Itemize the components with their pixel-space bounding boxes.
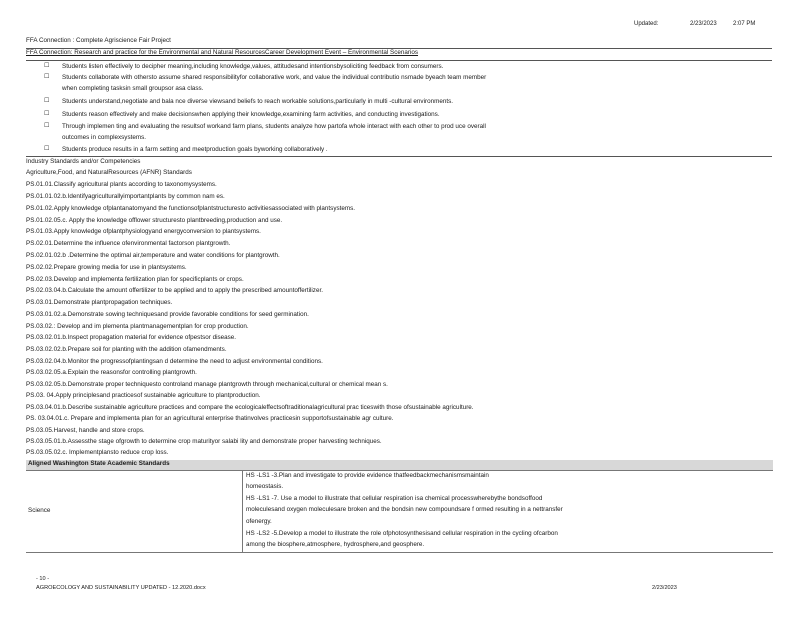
afnr-heading: Agriculture,Food, and NaturalResources (AFNR) Standards	[26, 169, 192, 176]
aligned-standards-label: Aligned Washington State Academic Standards	[28, 460, 170, 467]
standard-item: PS.02.02.Prepare growing media for use in plantsystems.	[26, 264, 187, 271]
standard-item: PS.03.01.Demonstrate plantpropagation techniques.	[26, 299, 173, 306]
table-border	[26, 470, 773, 471]
standard-item: PS.03.02.: Develop and im plementa plantmanagementplan for crop production.	[26, 323, 249, 330]
ffa-connection-fair-project: FFA Connection : Complete Agriscience Fair Project	[26, 37, 171, 44]
list-item: Students reason effectively and make decisionswhen applying their knowledge,examining farm activities, and conducting investigations.	[62, 111, 440, 118]
footer-date: 2/23/2023	[652, 585, 677, 591]
standard-item: PS.01.03.Apply knowledge ofplantphysiologyand energyconversion to plantsystems.	[26, 228, 261, 235]
standard-item: PS.02.03.04.b.Calculate the amount offertilizer to be applied and to apply the prescribed amountoffertilizer.	[26, 287, 323, 294]
updated-label: Updated:	[634, 21, 659, 27]
standard-item: PS.03.02.02.b.Prepare soil for planting with the addition ofamendments.	[26, 346, 227, 353]
list-item: Students understand,negotiate and bala nce diverse viewsand beliefs to reach workable solutions,particularly in multi -cultural environments.	[62, 98, 453, 105]
divider	[26, 60, 772, 61]
divider	[26, 156, 772, 157]
science-line: HS -LS1 -7. Use a model to illustrate that cellular respiration isa chemical processwherebythe bondsoffood	[246, 495, 543, 502]
standard-item: PS.03.05.Harvest, handle and store crops.	[26, 427, 145, 434]
standard-item: PS.03.02.04.b.Monitor the progressofplantingsan d determine the need to adjust environmental conditions.	[26, 358, 323, 365]
checkbox-bullet-icon: ☐	[44, 98, 50, 104]
checkbox-bullet-icon: ☐	[44, 63, 50, 69]
standard-item: PS.03.01.02.a.Demonstrate sowing techniquesand provide favorable conditions for seed germination.	[26, 311, 309, 318]
ffa-connection-research: FFA Connection: Research and practice for the Environmental and Natural ResourcesCareer Development Event – Environmental Scenarios	[26, 49, 419, 56]
page-number: - 10 -	[36, 576, 50, 582]
standard-item: PS.02.01.Determine the influence ofenvironmental factorson plantgrowth.	[26, 240, 231, 247]
standard-item: PS.03.05.02.c. Implementplansto reduce crop loss.	[26, 449, 169, 456]
standard-item: PS.03.02.05.b.Demonstrate proper techniquesto controland manage plantgrowth through mechanical,cultural or chemical mean s.	[26, 381, 388, 388]
subject-science: Science	[28, 507, 51, 514]
table-border	[242, 470, 243, 552]
standard-item: PS.03.02.01.b.Inspect propagation material for evidence ofpestsor disease.	[26, 334, 237, 341]
standard-item: PS.02.01.02.b .Determine the optimal air,temperature and water conditions for plantgrowth.	[26, 252, 280, 259]
standard-item: PS.03.02.05.a.Explain the reasonsfor controlling plantgrowth.	[26, 369, 197, 376]
standard-item: PS.01.01.02.b.Identifyagriculturallyimportantplants by common nam es.	[26, 193, 225, 200]
standard-item: PS.03.04.01.b.Describe sustainable agriculture practices and compare the ecologicaleffectsoftraditionalagricultural prac ticeswith those ofsustainable agriculture.	[26, 404, 474, 411]
list-item-continuation: outcomes in complexsystems.	[62, 134, 146, 141]
checkbox-bullet-icon: ☐	[44, 111, 50, 117]
checkbox-bullet-icon: ☐	[44, 123, 50, 129]
standards-heading: Industry Standards and/or Competencies	[26, 158, 141, 165]
standard-item: PS.01.02.05.c. Apply the knowledge offlower structuresto plantbreeding,production and use.	[26, 217, 283, 224]
list-item: Students listen effectively to decipher meaning,including knowledge,values, attitudesand intentionsbysoliciting feedback from consumers.	[62, 63, 444, 70]
table-border	[26, 552, 773, 553]
checkbox-bullet-icon: ☐	[44, 146, 50, 152]
science-line: ofenergy.	[246, 518, 272, 525]
science-line: HS -LS1 -3.Plan and investigate to provide evidence thatfeedbackmechanismsmaintain	[246, 472, 489, 479]
standard-item: PS.01.02.Apply knowledge ofplantanatomyand the functionsofplantstructuresto activitiesassociated with plantsystems.	[26, 205, 356, 212]
list-item-continuation: when completing tasksin small groupsor asa class.	[62, 85, 204, 92]
science-line: homeostasis.	[246, 483, 284, 490]
standard-item: PS.01.01.Classify agricultural plants according to taxonomysystems.	[26, 181, 217, 188]
list-item: Students collaborate with othersto assume shared responsibilityfor collaborative work, and value the individual contributio nsmade byeach team member	[62, 74, 487, 81]
updated-time: 2:07 PM	[733, 21, 756, 27]
standard-item: PS.03.05.01.b.Assessthe stage ofgrowth to determine crop maturityor salabi lity and demonstrate proper harvesting techniques.	[26, 438, 382, 445]
science-line: among the biosphere,atmosphere, hydrosphere,and geosphere.	[246, 541, 425, 548]
science-line: HS -LS2 -5.Develop a model to illustrate the role ofphotosynthesisand cellular respiration in the cycling ofcarbon	[246, 530, 558, 537]
standard-item: PS.03. 04.Apply principlesand practicesof sustainable agriculture to plantproduction.	[26, 392, 261, 399]
standard-item: PS. 03.04.01.c. Prepare and implementa plan for an agricultural enterprise thatinvolves practicesin supportofsustainable agr culture.	[26, 415, 394, 422]
science-line: moleculesand oxygen moleculesare broken and the bondsin new compoundsare f ormed resulting in a nettransfer	[246, 506, 563, 513]
footer-document-name: AGROECOLOGY AND SUSTAINABILITY UPDATED - 12.2020.docx	[36, 585, 206, 591]
standard-item: PS.02.03.Develop and implementa fertilization plan for specificplants or crops.	[26, 276, 244, 283]
list-item: Students produce results in a farm setting and meetproduction goals byworking collaboratively .	[62, 146, 328, 153]
updated-date: 2/23/2023	[690, 21, 717, 27]
checkbox-bullet-icon: ☐	[44, 74, 50, 80]
list-item: Through implemen ting and evaluating the resultsof workand farm plans, students analyze how partofa whole interact with each other to prod uce overall	[62, 123, 486, 130]
